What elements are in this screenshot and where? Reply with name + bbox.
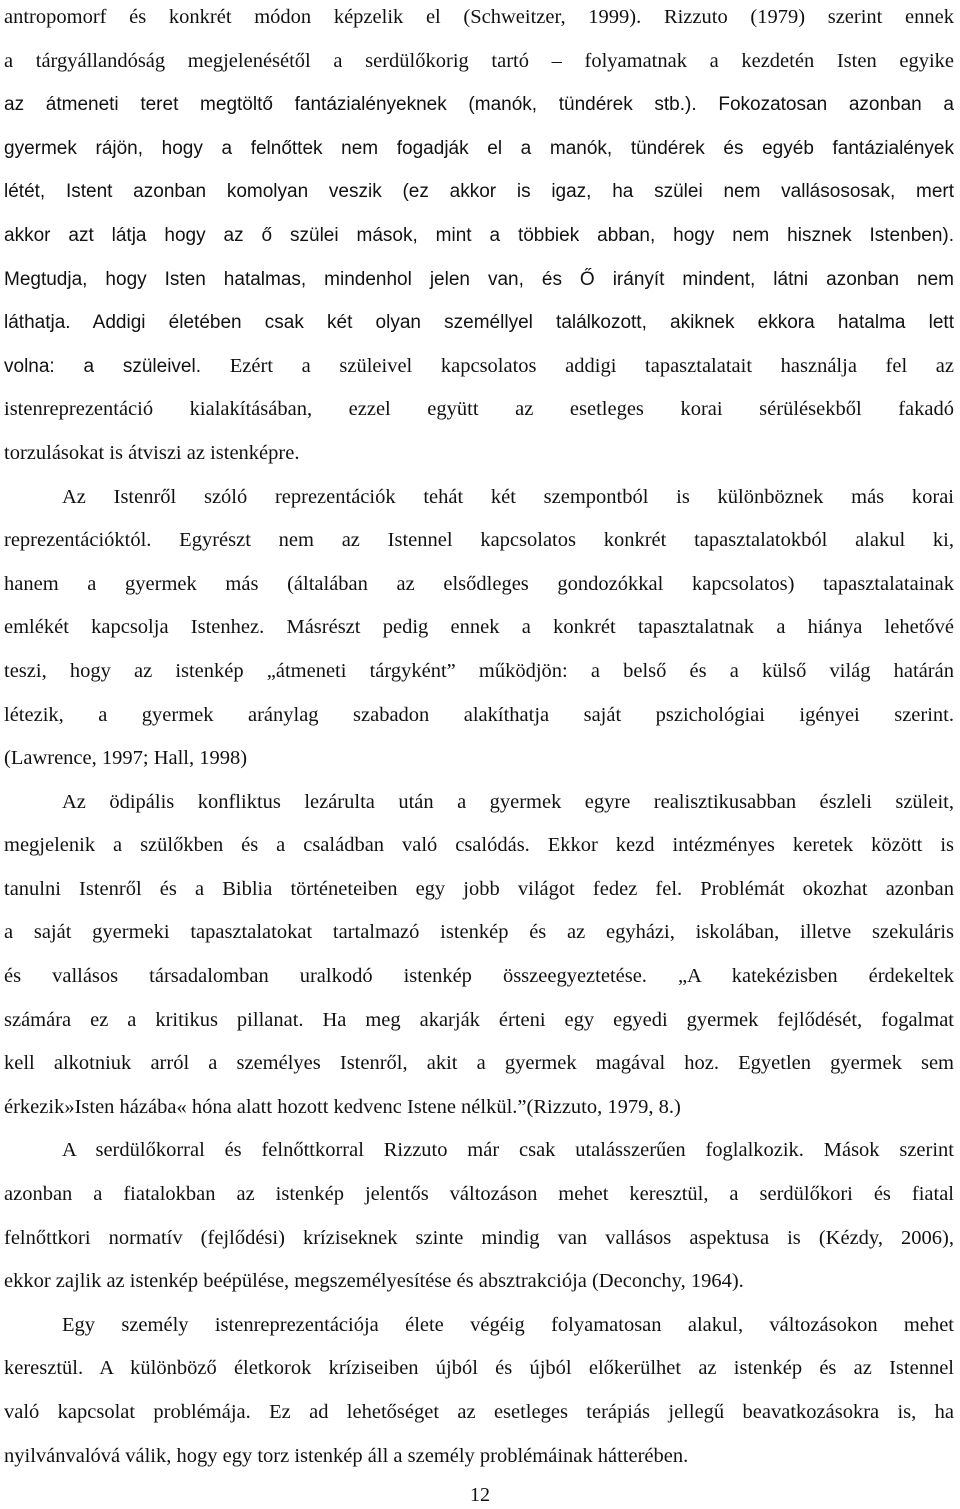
text-line <box>4 1435 954 1479</box>
text-line <box>4 955 954 999</box>
text-run: megjelenik a szülőkben és a családban való csalódás. Ekkor kezd intézményes keretek között is <box>4 834 954 857</box>
text-line <box>4 301 954 345</box>
text-run: akkor azt látja hogy az ő szülei mások, mint a többiek abban, hogy nem hisznek Istenben). <box>4 224 954 246</box>
text-line <box>4 737 954 781</box>
text-run: antropomorf és konkrét módon képzelik el (Schweitzer, 1999). Rizzuto (1979) szerint ennek <box>4 6 954 28</box>
text-line <box>4 1173 954 1217</box>
text-run: felnőttkori normatív (fejlődési) kríziseknek szinte mindig van vallásos aspektusa is (Kézdy, 2006), <box>4 1226 954 1249</box>
text-run: Egy személy istenreprezentációja élete végéig folyamatosan alakul, változásokon mehet <box>62 1313 954 1336</box>
text-run: reprezentációktól. Egyrészt nem az Istennel kapcsolatos konkrét tapasztalatokból alakul ki, <box>4 529 954 552</box>
text-line <box>4 432 954 476</box>
text-line <box>4 388 954 432</box>
text-run: teszi, hogy az istenkép „átmeneti tárgyként” működjön: a belső és a külső világ határán <box>4 659 954 682</box>
text-run: a saját gyermeki tapasztalatokat tartalmazó istenkép és az egyházi, iskolában, illetve szekuláris <box>4 921 954 944</box>
text-line <box>4 911 954 955</box>
text-line <box>4 563 954 607</box>
text-line <box>4 214 954 258</box>
text-run: számára ez a kritikus pillanat. Ha meg akarják érteni egy egyedi gyermek fejlődését, fogalmat <box>4 1008 954 1031</box>
body-text <box>4 0 954 1478</box>
text-line <box>4 1129 954 1173</box>
text-run: Ezért a szüleivel kapcsolatos addigi tapasztalatait használja fel az <box>229 354 955 377</box>
text-line <box>4 606 954 650</box>
text-run: azonban a fiatalokban az istenkép jelentős változáson mehet keresztül, a serdülőkori és fiatal <box>4 1183 954 1206</box>
text-line <box>4 824 954 868</box>
text-run: A serdülőkorral és felnőttkorral Rizzuto már csak utalásszerűen foglalkozik. Mások szerint <box>62 1139 954 1162</box>
text-run: emlékét kapcsolja Istenhez. Másrészt pedig ennek a konkrét tapasztalatnak a hiánya lehetővé <box>4 616 954 639</box>
text-line <box>4 781 954 825</box>
text-run: Az Istenről szóló reprezentációk tehát két szempontból is különböznek más korai <box>62 485 954 508</box>
text-run: láthatja. Addigi életében csak két olyan személlyel találkozott, akiknek ekkora hatalma lett <box>4 312 954 334</box>
text-run: létezik, a gyermek aránylag szabadon alakíthatja saját pszichológiai igényei szerint. <box>4 703 954 726</box>
text-run: keresztül. A különböző életkorok kríziseiben újból és újból előkerülhet az istenkép és az Istennel <box>4 1357 954 1380</box>
text-line <box>4 258 954 302</box>
text-line <box>4 1217 954 1261</box>
text-run: Megtudja, hogy Isten hatalmas, mindenhol jelen van, és Ő irányít mindent, látni azonban nem <box>4 268 954 290</box>
text-run: ekkor zajlik az istenkép beépülése, megszemélyesítése és absztrakciója (Deconchy, 1964). <box>4 1270 744 1293</box>
text-line <box>4 1260 954 1304</box>
text-run: való kapcsolat problémája. Ez ad lehetőséget az esetleges terápiás jellegű beavatkozásokra is, ha <box>4 1401 954 1423</box>
text-run: gyermek rájön, hogy a felnőttek nem fogadják el a manók, tündérek és egyéb fantázialények <box>4 137 954 159</box>
text-line <box>4 127 954 171</box>
text-run: a tárgyállandóság megjelenésétől a serdülőkorig tartó – folyamatnak a kezdetén Isten egyike <box>4 49 954 72</box>
text-line <box>4 1391 954 1435</box>
text-line <box>4 999 954 1043</box>
text-run: és vallásos társadalomban uralkodó istenkép összeegyeztetése. „A katekézisben érdekeltek <box>4 965 954 988</box>
text-run: istenreprezentáció kialakításában, ezzel együtt az esetleges korai sérülésekből fakadó <box>4 398 954 421</box>
text-run: kell alkotniuk arról a személyes Istenről, akit a gyermek magával hoz. Egyetlen gyermek sem <box>4 1052 954 1075</box>
text-line <box>4 0 954 40</box>
text-run: (Lawrence, 1997; Hall, 1998) <box>4 747 248 770</box>
text-run: hanem a gyermek más (általában az elsődleges gondozókkal kapcsolatos) tapasztalatainak <box>4 572 954 595</box>
text-run: az átmeneti teret megtöltő fantázialényeknek (manók, tündérek stb.). <box>4 94 719 116</box>
text-run: Fokozatosan azonban a <box>718 94 954 116</box>
text-run: Az ödipális konfliktus lezárulta után a gyermek egyre realisztikusabban észleli szüleit, <box>62 790 954 813</box>
text-line <box>4 170 954 214</box>
text-run: torzulásokat is átviszi az istenképre. <box>4 441 300 464</box>
text-line <box>4 476 954 520</box>
text-line <box>4 519 954 563</box>
text-run: létét, Istent azonban komolyan veszik (ez akkor is igaz, ha szülei nem vallásososak, mert <box>4 181 954 203</box>
text-run: volna: a szüleivel. <box>4 355 230 377</box>
text-line <box>4 694 954 738</box>
text-line <box>4 1304 954 1348</box>
text-line <box>4 83 954 127</box>
text-run: nyilvánvalóvá válik, hogy egy torz istenkép áll a személy problémáinak hátterében. <box>4 1444 689 1467</box>
text-line <box>4 868 954 912</box>
text-line <box>4 40 954 84</box>
text-line <box>4 1347 954 1391</box>
text-line <box>4 1086 954 1130</box>
text-line <box>4 1042 954 1086</box>
text-line <box>4 650 954 694</box>
page-number: 12 <box>470 1484 490 1506</box>
text-run: érkezik»Isten házába« hóna alatt hozott kedvenc Istene nélkül.”(Rizzuto, 1979, 8.) <box>4 1095 681 1118</box>
text-run: tanulni Istenről és a Biblia történeteiben egy jobb világot fedez fel. Problémát okozhat azonban <box>4 877 954 900</box>
text-line <box>4 345 954 389</box>
